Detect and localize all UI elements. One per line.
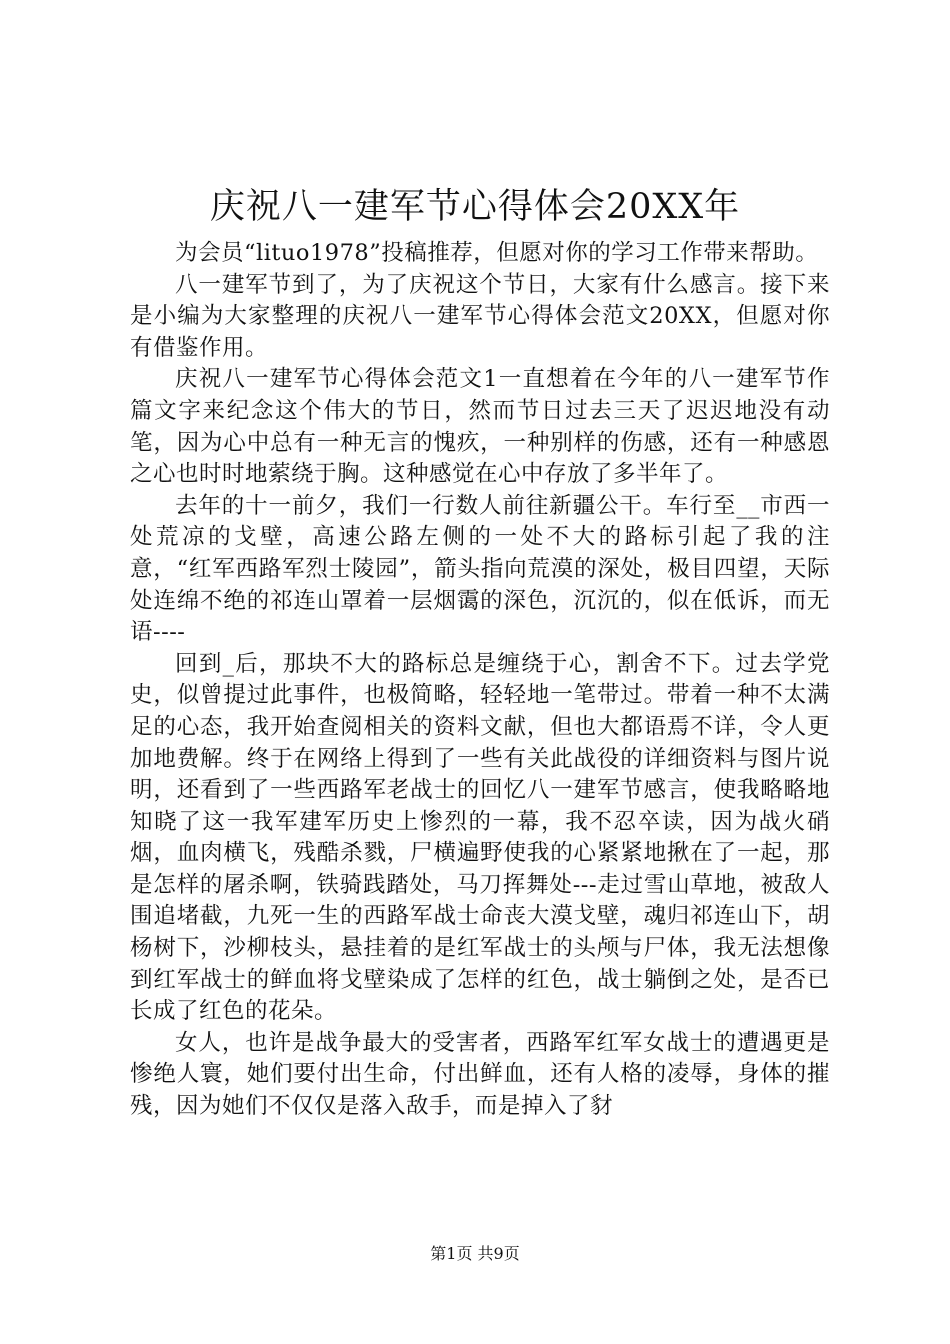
paragraph: 为会员“lituo1978”投稿推荐，但愿对你的学习工作带来帮助。 [175, 240, 819, 266]
paragraph: 去年的十一前夕，我们一行数人前往新疆公干。车行至__市西一处荒凉的戈壁，高速公路左侧的一处不大的路标引起了我的注意，“红军西路军烈士陵园”，箭头指向荒漠的深处，极目四望，天际处连绵不绝的祁连山罩着一层烟霭的深色，沉沉的，似在低诉，而无语---- [130, 492, 830, 646]
document-body [130, 238, 830, 1123]
paragraph: 庆祝八一建军节心得体会范文1一直想着在今年的八一建军节作篇文字来纪念这个伟大的节日，然而节日过去三天了迟迟地没有动笔，因为心中总有一种无言的愧疚，一种别样的伤感，还有一种感恩之心也时时地萦绕于胸。这种感觉在心中存放了多半年了。 [130, 366, 830, 488]
paragraph: 回到_后，那块不大的路标总是缠绕于心，割舍不下。过去学党史，似曾提过此事件，也极简略，轻轻地一笔带过。带着一种不太满足的心态，我开始查阅相关的资料文献，但也大都语焉不详，令人更加地费解。终于在网络上得到了一些有关此战役的详细资料与图片说明，还看到了一些西路军老战士的回忆八一建军节感言，使我略略地知晓了这一我军建军历史上惨烈的一幕，我不忍卒读，因为战火硝烟，血肉横飞，残酷杀戮，尸横遍野使我的心紧紧地揪在了一起，那是怎样的屠杀啊，铁骑践踏处，马刀挥舞处---走过雪山草地，被敌人围追堵截，九死一生的西路军战士命丧大漠戈壁，魂归祁连山下，胡杨树下，沙柳枝头，悬挂着的是红军战士的头颅与尸体，我无法想像到红军战士的鲜血将戈壁染成了怎样的红色，战士躺倒之处，是否已长成了红色的花朵。 [130, 650, 830, 1025]
paragraph: 女人，也许是战争最大的受害者，西路军红军女战士的遭遇更是惨绝人寰，她们要付出生命，付出鲜血，还有人格的凌辱，身体的摧残，因为她们不仅仅是落入敌手，而是掉入了豺 [130, 1029, 830, 1120]
paragraph: 八一建军节到了，为了庆祝这个节日，大家有什么感言。接下来是小编为大家整理的庆祝八一建军节心得体会范文20XX，但愿对你有借鉴作用。 [130, 271, 830, 361]
document-title: 庆祝八一建军节心得体会20XX年 [209, 187, 741, 227]
page-footer: 第1页 共9页 [430, 1244, 520, 1263]
